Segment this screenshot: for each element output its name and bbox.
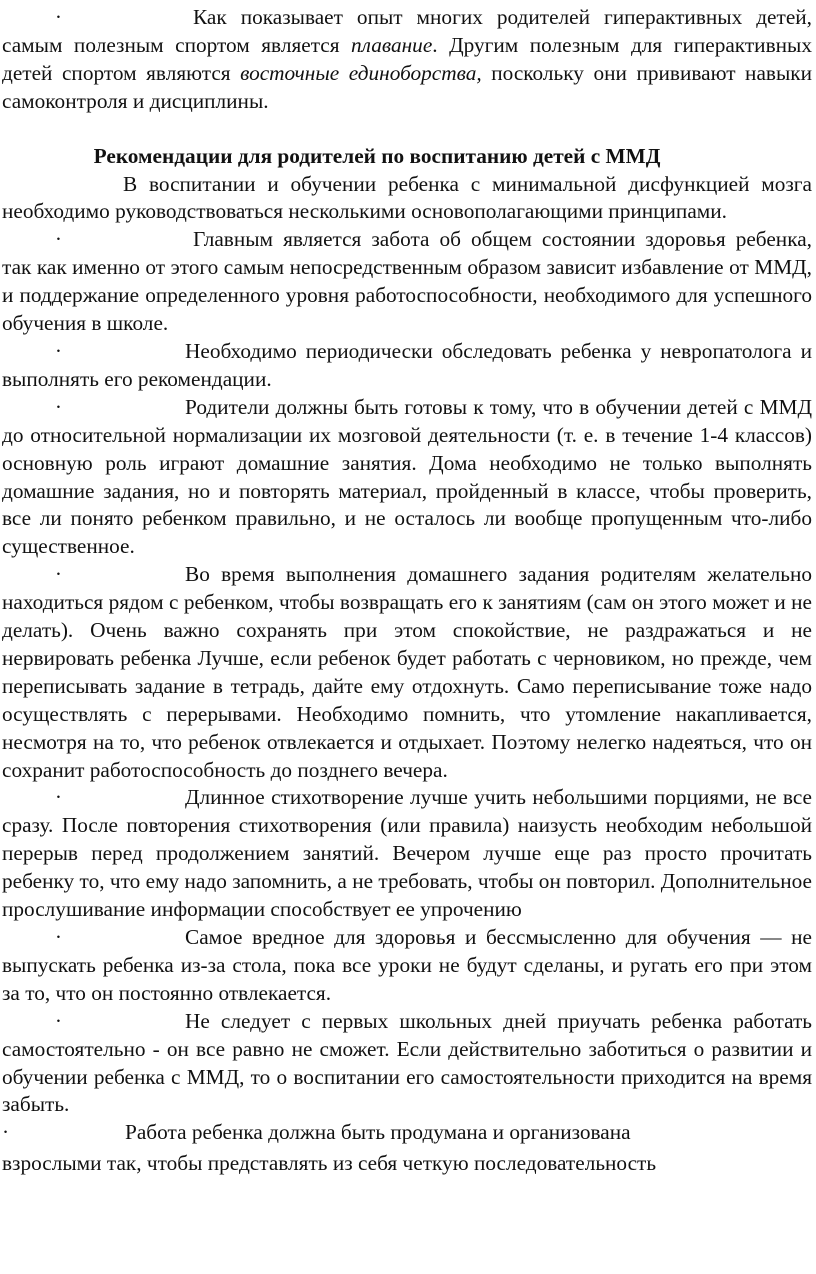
paragraph-text: В воспитании и обучении ребенка с минимальной дисфункцией мозга необходимо руководствоваться несколькими основополагающими принципами. (2, 171, 812, 224)
bullet-marker: · (54, 394, 62, 419)
bullet-marker: · (2, 1120, 10, 1145)
bullet-item (2, 561, 812, 784)
bullet-marker: · (54, 1008, 62, 1033)
bullet-item (2, 338, 812, 394)
bullet-text: Не следует с первых школьных дней приучать ребенка работать самостоятельно - он все равно не сможет. Если действительно заботиться о развитии и обучении ребенка с ММД, то о воспитании его самостоятельности приходится на время забыть. (2, 1008, 812, 1117)
bullet-text: Необходимо периодически обследовать ребенка у невропатолога и выполнять его рекомендации. (2, 338, 812, 391)
paragraph-text: поскольку они прививают навыки самоконтроля и дисциплины. (2, 60, 813, 113)
bullet-text: Родители должны быть готовы к тому, что в обучении детей с ММД до относительной нормализации их мозговой деятельности (т. е. в течение 1-4 классов) основную роль играют домашние занятия. Дома необходимо не только выполнять домашние задания, но и повторять материал, пройденный в классе, чтобы проверить, все ли понято ребенком правильно, и не осталось ли вообще пропущенным что-либо существенное. (2, 394, 812, 559)
bullet-item-last (2, 1119, 812, 1147)
bullet-text: Во время выполнения домашнего задания родителям желательно находиться рядом с ребенком, чтобы возвращать его к занятиям (сам он этого может и не делать). Очень важно сохранять при этом спокойствие, не раздражаться и не нервировать ребенка Лучше, если ребенок будет работать с черновиком, но прежде, чем переписывать задание в тетрадь, дайте ему отдохнуть. Само переписывание тоже надо осуществлять с перерывами. Необходимо помнить, что утомление накапливается, несмотря на то, что ребенок отвлекается и отдыхает. Поэтому нелегко надеяться, что он сохранит работоспособность до позднего вечера. (2, 562, 812, 782)
emphasis-martial-arts: восточные единоборства, (240, 60, 482, 85)
bullet-marker: · (54, 338, 62, 363)
bullet-marker: · (54, 5, 62, 29)
bullet-text: Самое вредное для здоровья и бессмысленно для обучения — не выпускать ребенка из-за стола, пока все уроки не будут сделаны, и ругать его при этом за то, что он постоянно отвлекается. (2, 925, 812, 1005)
paragraph-sport (2, 4, 812, 116)
bullet-text: Длинное стихотворение лучше учить небольшими порциями, не все сразу. После повторения стихотворения (или правила) наизусть необходим небольшой перерыв перед продолжением занятий. Вечером лучше еще раз просто прочитать ребенку то, что ему надо запомнить, а не требовать, чтобы он повторил. Дополнительное прослушивание информации способствует ее упрочению (2, 785, 812, 922)
paragraph-text: Как показывает опыт многих родителей гиперактивных детей, самым полезным спортом является (2, 5, 812, 57)
section-heading: Рекомендации для родителей по воспитанию детей с ММД (93, 143, 661, 168)
bullet-text-continued: взрослыми так, чтобы представлять из себя четкую последовательность (2, 1151, 657, 1176)
paragraph-intro (2, 171, 812, 227)
bullet-item (2, 924, 812, 1008)
paragraph-text: . Другим полезным для гиперактивных детей спортом являются (2, 32, 812, 85)
bullet-item (2, 226, 812, 338)
emphasis-swimming: плавание (351, 32, 433, 57)
bullet-marker: · (54, 925, 62, 949)
bullet-text: Главным является забота об общем состоянии здоровья ребенка, так как именно от этого самым непосредственным образом зависит избавление от ММД, и поддержание определенного уровня работоспособности, необходимого для успешного обучения в школе. (2, 227, 812, 336)
bullet-marker: · (54, 227, 62, 252)
bullet-marker: · (54, 785, 62, 810)
bullet-marker: · (54, 562, 62, 587)
bullet-item (2, 784, 812, 924)
bullet-item (2, 394, 812, 561)
bullet-item (2, 1008, 812, 1120)
bullet-text: Работа ребенка должна быть продумана и организована (125, 1120, 631, 1145)
